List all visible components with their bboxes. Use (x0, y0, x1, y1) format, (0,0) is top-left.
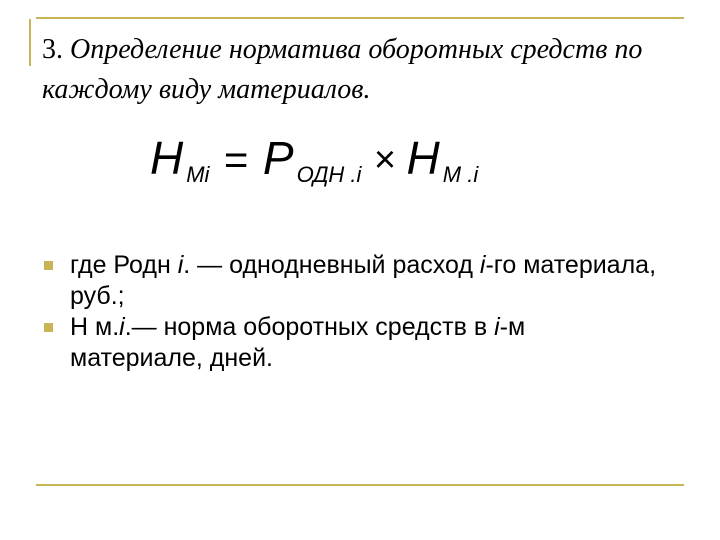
bullet-text-post: -м материале, дней. (70, 313, 526, 372)
formula-p-odn: P (262, 132, 294, 184)
top-rule (36, 17, 684, 19)
bottom-rule (36, 484, 684, 486)
slide-title (42, 30, 682, 110)
bullet-italic-i: i (494, 313, 500, 341)
definition-list (44, 250, 664, 374)
bullet-italic-i: i (177, 251, 184, 279)
title-text: Определение норматива оборотных средств по каждому виду материалов. (42, 34, 643, 105)
formula-times: × (373, 139, 397, 181)
list-item (44, 250, 664, 312)
bullet-square-icon (44, 261, 53, 270)
bullet-text-mid: .— норма оборотных средств в (124, 313, 495, 341)
bullet-italic-i: i (119, 313, 125, 341)
formula-equals: = (223, 136, 249, 183)
left-rule (29, 19, 31, 66)
formula-sub-mi: Mi (186, 162, 210, 187)
formula (150, 128, 478, 198)
list-item (44, 312, 664, 374)
title-number: 3. (42, 34, 63, 65)
bullet-square-icon (44, 323, 53, 332)
bullet-text-pre: Н м. (70, 313, 120, 341)
formula-h-m: H (406, 132, 440, 184)
bullet-italic-i: i (479, 251, 486, 279)
formula-h-mi: H (150, 132, 184, 184)
bullet-text-post: -го материала, руб.; (70, 251, 657, 310)
bullet-text-pre: где Родн (70, 251, 178, 279)
bullet-text-mid: . — однодневный расход (183, 251, 480, 279)
formula-sub-odn: ОДН .i (296, 162, 362, 187)
formula-sub-m: M .i (442, 162, 479, 187)
